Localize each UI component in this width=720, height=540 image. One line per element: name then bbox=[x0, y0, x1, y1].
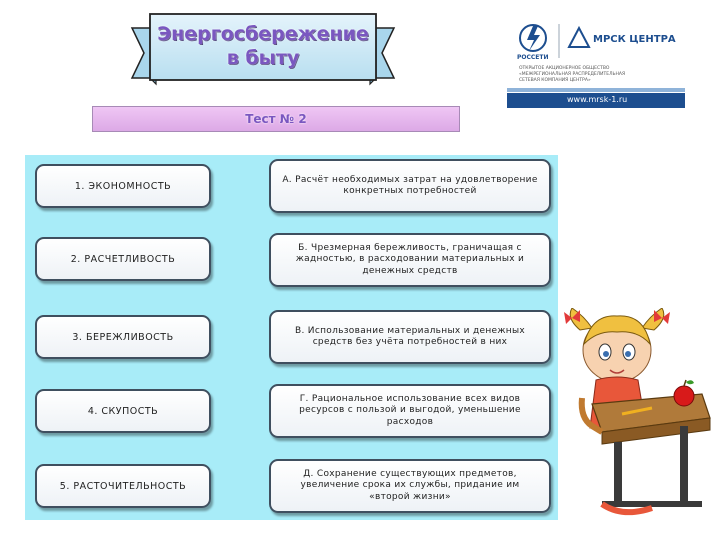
definition-box-a[interactable]: А. Расчёт необходимых затрат на удовлетворение конкретных потребностей bbox=[269, 159, 551, 213]
logo-desc-line-1: ОТКРЫТОЕ АКЦИОНЕРНОЕ ОБЩЕСТВО bbox=[519, 66, 610, 71]
logo-desc-line-3: СЕТЕВАЯ КОМПАНИЯ ЦЕНТРА» bbox=[519, 78, 591, 83]
definition-box-g[interactable]: Г. Рациональное использование всех видов ресурсов с пользой и выгодой, уменьшение расходов bbox=[269, 384, 551, 438]
test-subtitle: Тест № 2 bbox=[245, 112, 307, 126]
term-box-2[interactable]: 2. РАСЧЕТЛИВОСТЬ bbox=[35, 237, 211, 281]
logo-desc-line-2: «МЕЖРЕГИОНАЛЬНАЯ РАСПРЕДЕЛИТЕЛЬНАЯ bbox=[519, 72, 626, 77]
term-box-3[interactable]: 3. БЕРЕЖЛИВОСТЬ bbox=[35, 315, 211, 359]
term-box-5[interactable]: 5. РАСТОЧИТЕЛЬНОСТЬ bbox=[35, 464, 211, 508]
title-line-2: в быту bbox=[226, 47, 300, 69]
test-panel bbox=[25, 155, 558, 520]
definition-box-v[interactable]: В. Использование материальных и денежных средств без учёта потребностей в них bbox=[269, 310, 551, 364]
term-box-4[interactable]: 4. СКУПОСТЬ bbox=[35, 389, 211, 433]
student-at-desk-illustration bbox=[562, 308, 712, 528]
title-line-1: Энергосбережение bbox=[157, 23, 369, 45]
subtitle-bar bbox=[92, 106, 460, 132]
company-logo bbox=[507, 14, 685, 108]
logo-mrsk-text: МРСК ЦЕНТРА bbox=[593, 34, 676, 45]
logo-rosseti-text: РОССЕТИ bbox=[517, 54, 549, 61]
term-box-1[interactable]: 1. ЭКОНОМНОСТЬ bbox=[35, 164, 211, 208]
page-title bbox=[150, 22, 376, 70]
logo-url[interactable]: www.mrsk-1.ru bbox=[567, 95, 628, 104]
apple-icon bbox=[674, 386, 694, 406]
logo-graphic bbox=[507, 14, 685, 108]
definition-box-d[interactable]: Д. Сохранение существующих предметов, увеличение срока их службы, придание им «второй жизни» bbox=[269, 459, 551, 513]
definition-box-b[interactable]: Б. Чрезмерная бережливость, граничащая с жадностью, в расходовании материальных и денежных средств bbox=[269, 233, 551, 287]
